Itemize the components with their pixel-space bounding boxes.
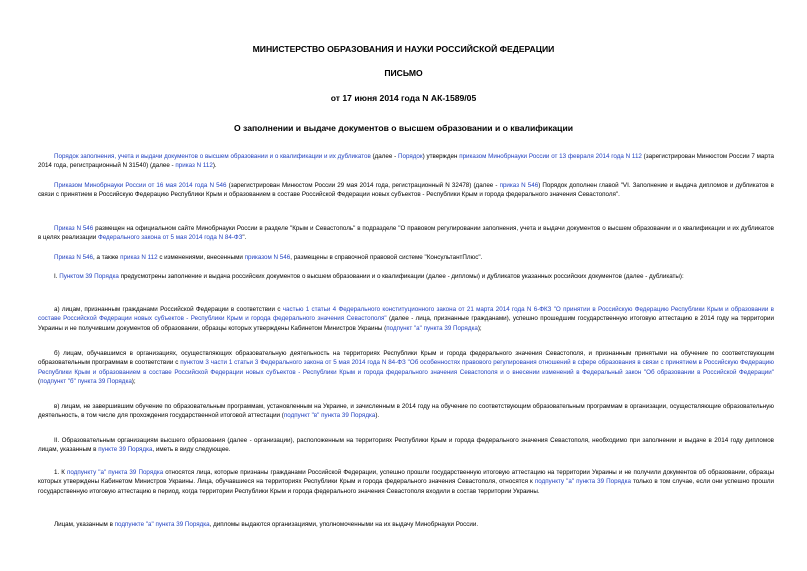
paragraph-6 [38, 305, 774, 333]
paragraph-text: ( [38, 377, 41, 385]
document-link[interactable]: приказ N 112 [175, 162, 213, 170]
paragraph-text: ); [477, 324, 482, 332]
paragraph-text: ). [375, 412, 380, 420]
paragraph-text: ). [212, 162, 217, 170]
paragraph-text: 1. К [54, 469, 68, 476]
paragraph-text: в) лицам, не завершившим обучение по образовательным программам, установленным на Украине, и зачисленным в 2014 году на обучение по соответствующим образовательным программам в организации, осуществляющие образовательную деятельность, в том числе для прохождения государственной итоговой аттестации ( [38, 403, 774, 420]
document-link[interactable]: Федерального закона от 5 мая 2014 года N 84-ФЗ [97, 234, 243, 242]
document-link[interactable]: приказ N 546 [499, 182, 539, 189]
paragraph-text: с изменениями, внесенными [157, 254, 245, 261]
paragraph-8 [38, 402, 774, 421]
paragraph-text: предусмотрены заполнение и выдача российских документов о высшем образовании и о квалификации (далее - дипломы) и дубликатов указанных российских документов (далее - дубликаты): [118, 273, 684, 280]
document-link[interactable]: Пунктом 39 Порядка [59, 273, 119, 280]
document-link[interactable]: подпункт "в" пункта 39 Порядка [283, 412, 376, 420]
document-link[interactable]: Порядок [397, 153, 423, 160]
paragraph-text: а) лицам, признанным гражданами Российской Федерации в соответствии с [54, 306, 283, 313]
document-link[interactable]: подпункте "а" пункта 39 Порядка [114, 521, 210, 528]
document-link[interactable]: приказом Минобрнауки России от 13 февраля 2014 года N 112 [459, 153, 642, 160]
document-link[interactable]: Приказ N 546 [54, 254, 94, 261]
date-number-heading: от 17 июня 2014 года N АК-1589/05 [330, 93, 477, 103]
paragraph-text: (далее - лица, признанные гражданами), успешно прошедшим государственную итоговую аттестацию в 2014 году на территории Украины и не получившим документов об образовании, образцы которых утверждены Кабинетом Министров Украины ( [38, 315, 775, 332]
document-link[interactable]: подпункту "а" пункта 39 Порядка [67, 469, 164, 476]
paragraph-text: только в том случае, если они успешно прошли государственную итоговую аттестацию в период, когда территории Республики Крым и города федерального значения Севастополя входили в состав территории Украины. [38, 478, 775, 495]
paragraph-text: (зарегистрирован Минюстом России 7 марта 2014 года, регистрационный N 31540) (далее - [38, 153, 774, 170]
paragraph-3 [38, 224, 774, 243]
paragraph-text: размещен на официальном сайте Минобрнауки России в разделе "Крым и Севастополь" в подразделе "О правовом регулировании заполнения, учета и выдачи документов о высшем образовании и о квалификации и их дубликатов в целях реализации [38, 225, 774, 242]
paragraph-text: , размещены в справочной правовой системе "КонсультантПлюс". [290, 254, 483, 261]
document-link[interactable]: приказ N 112 [120, 254, 158, 261]
paragraph-text: б) лицам, обучавшимся в организациях, осуществляющих образовательную деятельность на территориях Республики Крым и города федерального значения Севастополя, и признанным принятыми на обучение по соответствующим образовательным программам в соответствии с [38, 350, 774, 367]
paragraph-text: ". [242, 234, 247, 242]
document-link[interactable]: подпункт "а" пункта 39 Порядка [386, 324, 478, 332]
document-link[interactable]: приказом N 546 [244, 254, 291, 261]
document-link[interactable]: пункте 39 Порядка [98, 446, 153, 454]
document-link[interactable]: подпункт "б" пункта 39 Порядка [40, 377, 132, 385]
subject-heading: О заполнении и выдаче документов о высшем образовании и о квалификации [233, 123, 574, 133]
paragraph-2 [38, 181, 774, 200]
document-link[interactable]: Приказом Минобрнауки России от 16 мая 2014 года N 546 [54, 182, 227, 189]
document-link[interactable]: Приказ N 546 [54, 225, 94, 232]
paragraph-text: (зарегистрирован Минюстом России 29 мая 2014 года, регистрационный N 32478) (далее - [226, 182, 500, 189]
doc-type-heading: ПИСЬМО [384, 68, 423, 78]
paragraph-text: , дипломы выдаются организациями, уполномоченными на их выдачу Минобрнауки России. [209, 521, 479, 528]
paragraph-1 [38, 152, 774, 171]
paragraph-text: II. Образовательным организациям высшего образования (далее - организации), расположенным на территориях Республики Крым и города федерального значения Севастополя, необходимо при заполнении и выдаче в 2014 году дипломов лицам, указанным в [38, 437, 774, 454]
paragraph-text: ) утвержден [422, 153, 460, 160]
document-link[interactable]: частью 1 статьи 4 Федерального конституционного закона от 21 марта 2014 года N 6-ФКЗ "О принятии в Российскую Федерацию Республики Крым и образовании в составе Российской Федерации новых субъектов - Республики Крым и города федерального значения Севастополя" [38, 306, 774, 323]
document-link[interactable]: Порядок заполнения, учета и выдачи документов о высшем образовании и о квалификации и их дубликатов [54, 153, 371, 160]
document-link[interactable]: подпункту "а" пункта 39 Порядка [534, 478, 631, 486]
paragraph-text: I. [54, 273, 60, 280]
paragraph-text: ) Порядок дополнен главой "VI. Заполнение и выдача дипломов и дубликатов в связи с принятием в Российскую Федерацию Республики Крым и образованием в составе Российской Федерации новых субъектов - Республики Крым и города федерального значения Севастополя". [38, 182, 774, 199]
paragraph-text: относятся лица, которые признаны гражданами Российской Федерации, успешно прошли государственную итоговую аттестацию на территории Украины и не получили документов об образовании, образцы которых утверждены Кабинетом Министров Украины. Лица, обучавшиеся на территориях Республики Крым и города федерального значения Севастополя, относятся к [38, 469, 775, 486]
paragraph-11 [38, 520, 774, 529]
paragraph-text: , иметь в виду следующее. [152, 446, 231, 454]
paragraph-text: (далее - [370, 153, 398, 160]
paragraph-text: Лицам, указанным в [54, 521, 115, 528]
paragraph-5 [38, 272, 774, 281]
paragraph-7 [38, 349, 774, 386]
paragraph-text: , а также [93, 254, 121, 261]
ministry-heading: МИНИСТЕРСТВО ОБРАЗОВАНИЯ И НАУКИ РОССИЙСКОЙ ФЕДЕРАЦИИ [252, 44, 555, 54]
paragraph-10 [38, 468, 774, 496]
paragraph-4 [38, 253, 774, 262]
paragraph-text: ); [131, 377, 136, 385]
paragraph-9 [38, 436, 774, 455]
document-link[interactable]: пунктом 3 части 1 статьи 3 Федерального закона от 5 мая 2014 года N 84-ФЗ "Об особенностях правового регулирования отношений в сфере образования в связи с принятием в Российскую Федерацию Республики Крым и образованием в составе Российской Федерации новых субъектов - Республики Крым и города федерального значения Севастополя и о внесении изменений в Федеральный закон "Об образовании в Российской Федерации" [38, 359, 774, 376]
